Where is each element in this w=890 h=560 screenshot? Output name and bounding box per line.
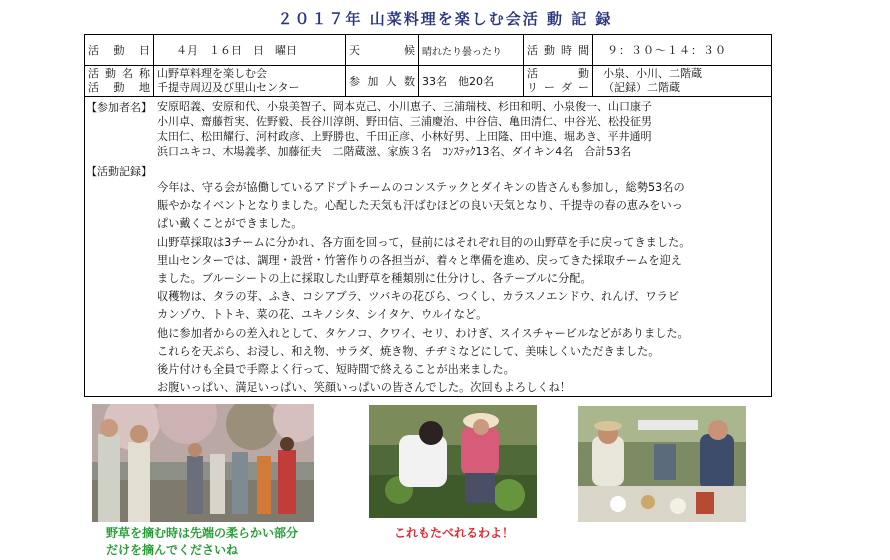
name-value: 山野草料理を楽しむ会 bbox=[157, 67, 267, 80]
photo-group-outdoors bbox=[92, 404, 314, 522]
count-label: 参加人数 bbox=[346, 66, 419, 97]
record-line: 賑やかなイベントとなりました。心配した天気も汗ばむほどの良い天気となり、千提寺の春の恵みをいっ bbox=[157, 199, 683, 213]
time-value: ９：３０～１４：３０ bbox=[593, 35, 772, 66]
leader-value-2: （記録）二階蔵 bbox=[603, 81, 680, 94]
record-line: 収穫物は、タラの芽、ふき、コシアブラ、ツバキの花びら、つくし、カラスノエンドウ、れんげ、ワラビ bbox=[157, 290, 680, 304]
record-line: お腹いっぱい、満足いっぱい、笑顔いっぱいの皆さんでした。次回もよろしくね！ bbox=[157, 381, 571, 395]
leader-value-1: 小泉、小川、二階蔵 bbox=[603, 67, 702, 80]
record-line: ぱい戴くことができました。 bbox=[157, 217, 303, 231]
count-value: 33名 他20名 bbox=[419, 66, 524, 97]
photo-picking-plants bbox=[369, 405, 537, 518]
name-place-values bbox=[154, 66, 346, 97]
info-table bbox=[84, 34, 772, 97]
name-place-labels bbox=[85, 66, 154, 97]
weather-label: 天 候 bbox=[346, 35, 419, 66]
members-line: 太田仁、松田耀行、河村政彦、上野勝也、千田正彦、小林好男、上田隆、田中進、堀あき、平井通明 bbox=[157, 130, 652, 143]
members-line: 浜口ユキコ、木場義孝、加藤征夫 二階蔵滋、家族３名 ｺﾝｽﾃｯｸ13名、ダイキン4名 合計53名 bbox=[157, 145, 632, 158]
date-value: ４月 １６日 日 曜日 bbox=[154, 35, 346, 66]
leader-label-1: 活 動 bbox=[527, 67, 589, 80]
record-line: 他に参加者からの差入れとして、タケノコ、クワイ、セリ、わけぎ、スイスチャービルなどがありました。 bbox=[157, 326, 689, 340]
caption-photo-1-line-2: だけを摘んでくださいね bbox=[106, 543, 239, 557]
place-value: 千提寺周辺及び里山センター bbox=[157, 81, 300, 94]
record-label: 【活動記録】 bbox=[86, 165, 152, 178]
members-label: 【参加者名】 bbox=[86, 101, 152, 114]
record-line: カンゾウ、トトキ、菜の花、ユキノシタ、シイタケ、ウルイなど。 bbox=[157, 308, 488, 322]
record-text bbox=[157, 179, 767, 397]
members-line: 安原昭義、安原和代、小泉美智子、岡本克己、小川恵子、三浦瑞枝、杉田和明、小泉俊一、山口康子 bbox=[157, 100, 652, 113]
record-line: 今年は、守る会が協働しているアドプトチームのコンステックとダイキンの皆さんも参加し，総勢53名の bbox=[157, 181, 685, 194]
leader-label-2: リーダー bbox=[527, 81, 589, 94]
photo-eating-together bbox=[578, 406, 746, 522]
time-label: 活動時間 bbox=[524, 35, 593, 66]
place-label: 活 動 地 bbox=[88, 81, 150, 94]
page-title: ２０１７年 山菜料理を楽しむ会活 動 記 録 bbox=[277, 10, 613, 28]
record-line: 後片付けも全員で手際よく行って、短時間で終えることが出来ました。 bbox=[157, 363, 515, 377]
record-line: 里山センターでは、調理・設営・竹箸作りの各担当が、着々と準備を進め、戻ってきた採取チームを迎え bbox=[157, 253, 682, 267]
caption-photo-1-line-1: 野草を摘む時は先端の柔らかい部分 bbox=[106, 526, 299, 540]
leader-values bbox=[593, 66, 772, 97]
members-line: 小川卓、齋藤哲実、佐野毅、長谷川淳朗、野田信、三浦慶治、中谷信、亀田清仁、中谷光、松投征男 bbox=[157, 115, 652, 128]
date-label: 活 動 日 bbox=[85, 35, 154, 66]
weather-value: 晴れたり曇ったり bbox=[419, 35, 524, 66]
caption-photo-1 bbox=[106, 525, 298, 559]
leader-labels bbox=[524, 66, 593, 97]
name-label: 活 動 名 称 bbox=[88, 67, 150, 80]
caption-photo-2: これもたべれるわよ！ bbox=[394, 526, 515, 540]
record-line: これらを天ぷら、お浸し、和え物、サラダ、焼き物、チヂミなどにして、美味しくいただきました。 bbox=[157, 344, 660, 358]
members-list bbox=[157, 99, 757, 159]
record-line: 山野草採取は3チームに分かれ、各方面を回って，昼前にはそれぞれ目的の山野草を手に戻ってきました。 bbox=[157, 235, 691, 249]
record-line: ました。ブルーシートの上に採取した山野草を種類別に仕分けし、各テーブルに分配。 bbox=[157, 272, 592, 286]
